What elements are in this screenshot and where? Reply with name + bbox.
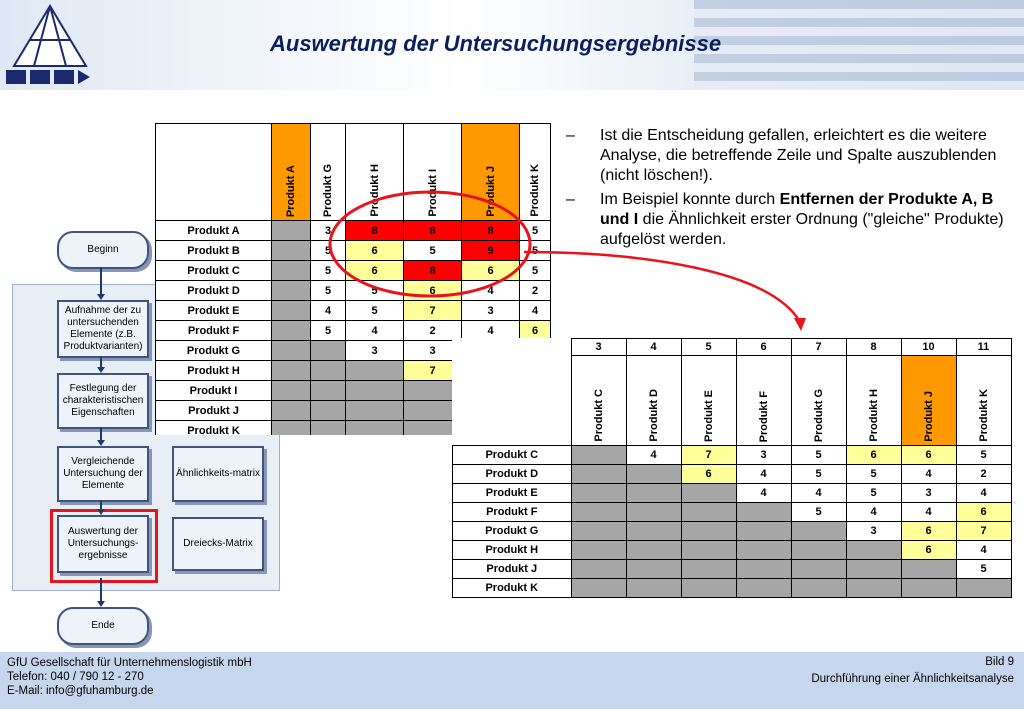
matrix2-col-number: 3 bbox=[571, 339, 626, 356]
matrix1-row-header: Produkt E bbox=[156, 301, 272, 321]
dash-icon: – bbox=[566, 191, 575, 208]
matrix1-row-header: Produkt D bbox=[156, 281, 272, 301]
matrix2-cell: 3 bbox=[901, 484, 956, 503]
matrix1-cell: 5 bbox=[311, 261, 346, 281]
matrix2-row-header: Produkt D bbox=[453, 465, 572, 484]
matrix2-cell: 6 bbox=[901, 541, 956, 560]
matrix2-cell: 4 bbox=[901, 503, 956, 522]
flow-step-festlegung: Festlegung der charakteristischen Eigenschaften bbox=[57, 373, 149, 429]
matrix1-col-header: Produkt G bbox=[311, 124, 346, 221]
matrix1-cell: 3 bbox=[346, 341, 404, 361]
matrix1-col-header: Produkt K bbox=[520, 124, 551, 221]
matrix2-col-header: Produkt H bbox=[846, 356, 901, 446]
matrix2-row-header: Produkt F bbox=[453, 503, 572, 522]
matrix1-col-header: Produkt I bbox=[404, 124, 462, 221]
matrix2-col-number: 10 bbox=[901, 339, 956, 356]
matrix2-row-header: Produkt E bbox=[453, 484, 572, 503]
flow-begin: Beginn bbox=[57, 231, 149, 269]
matrix2-cell: 7 bbox=[681, 446, 736, 465]
matrix1-row-header: Produkt I bbox=[156, 381, 272, 401]
matrix1-cell: 5 bbox=[311, 241, 346, 261]
footer-subtitle: Durchführung einer Ähnlichkeitsanalyse bbox=[811, 673, 1014, 685]
flow-step-auswertung: Auswertung der Untersuchungs-ergebnisse bbox=[57, 515, 149, 573]
footer-slide-number: Bild 9 bbox=[985, 656, 1014, 668]
matrix2-cell: 6 bbox=[681, 465, 736, 484]
bullet-item: – Im Beispiel konnte durch Entfernen der Produkte A, B und I die Ähnlichkeit erster Ordnung ("gleiche" Produkte) aufgelöst werden. bbox=[566, 191, 1004, 248]
annotation-arrow-line bbox=[524, 252, 800, 322]
matrix1-cell: 8 bbox=[404, 221, 462, 241]
matrix1-col-header: Produkt H bbox=[346, 124, 404, 221]
matrix1-cell: 6 bbox=[404, 281, 462, 301]
matrix2-cell: 5 bbox=[846, 484, 901, 503]
matrix2-cell: 6 bbox=[901, 522, 956, 541]
matrix2-cell: 5 bbox=[791, 465, 846, 484]
dash-icon: – bbox=[566, 127, 575, 144]
matrix2-col-header: Produkt D bbox=[626, 356, 681, 446]
matrix1-cell: 6 bbox=[346, 261, 404, 281]
matrix2-col-header: Produkt J bbox=[901, 356, 956, 446]
matrix1-cell: 9 bbox=[462, 241, 520, 261]
matrix2-cell: 5 bbox=[791, 503, 846, 522]
matrix2-col-number: 7 bbox=[791, 339, 846, 356]
matrix1-cell: 7 bbox=[404, 361, 462, 381]
matrix2-cell: 5 bbox=[956, 446, 1011, 465]
matrix1-col-header: Produkt A bbox=[272, 124, 311, 221]
page-title: Auswertung der Untersuchungsergebnisse bbox=[270, 31, 722, 56]
matrix2-cell: 7 bbox=[956, 522, 1011, 541]
matrix2-col-header: Produkt F bbox=[736, 356, 791, 446]
matrix1-cell: 5 bbox=[311, 281, 346, 301]
matrix1-row-header: Produkt B bbox=[156, 241, 272, 261]
matrix2-cell: 2 bbox=[956, 465, 1011, 484]
matrix2-row-header: Produkt C bbox=[453, 446, 572, 465]
matrix1-cell: 5 bbox=[346, 301, 404, 321]
flow-step-aufnahme: Aufnahme der zu untersuchenden Elemente (z.B. Produktvarianten) bbox=[57, 300, 149, 358]
matrix2-row-header: Produkt K bbox=[453, 579, 572, 598]
matrix2-cell: 4 bbox=[626, 446, 681, 465]
matrix2-col-number: 5 bbox=[681, 339, 736, 356]
matrix2-col-header: Produkt K bbox=[956, 356, 1011, 446]
matrix2-row-header: Produkt G bbox=[453, 522, 572, 541]
matrix2-col-header: Produkt G bbox=[791, 356, 846, 446]
annotation-arrow-icon bbox=[794, 318, 806, 331]
matrix1-cell: 5 bbox=[404, 241, 462, 261]
matrix2-cell: 4 bbox=[956, 541, 1011, 560]
matrix2-col-number: 4 bbox=[626, 339, 681, 356]
flow-side-aehnlichkeitsmatrix: Ähnlichkeits-matrix bbox=[172, 446, 264, 502]
matrix1-cell: 4 bbox=[462, 281, 520, 301]
matrix1-cell: 4 bbox=[346, 321, 404, 341]
footer-phone: Telefon: 040 / 790 12 - 270 bbox=[7, 671, 144, 683]
matrix2-cell: 4 bbox=[846, 503, 901, 522]
matrix2-col-number: 6 bbox=[736, 339, 791, 356]
matrix1-cell: 5 bbox=[520, 221, 551, 241]
highlight-circle bbox=[330, 192, 530, 296]
matrix1-cell: 8 bbox=[404, 261, 462, 281]
matrix2-cell: 6 bbox=[846, 446, 901, 465]
matrix2-col-header: Produkt E bbox=[681, 356, 736, 446]
matrix2-cell: 4 bbox=[736, 465, 791, 484]
footer-bar bbox=[0, 652, 1024, 709]
bullet-list bbox=[560, 126, 1010, 254]
flow-step-vergleich: Vergleichende Untersuchung der Elemente bbox=[57, 446, 149, 502]
matrix2-row-header: Produkt H bbox=[453, 541, 572, 560]
matrix2-cell: 4 bbox=[736, 484, 791, 503]
matrix2-cell: 4 bbox=[791, 484, 846, 503]
footer-company: GfU Gesellschaft für Unternehmenslogistik mbH bbox=[7, 657, 252, 669]
matrix1-cell: 4 bbox=[311, 301, 346, 321]
matrix2-cell: 4 bbox=[901, 465, 956, 484]
bullet-item: – Ist die Entscheidung gefallen, erleichtert es die weitere Analyse, die betreffende Zeile und Spalte auszublenden (nicht löschen!). bbox=[566, 127, 997, 184]
matrix1-cell: 8 bbox=[346, 221, 404, 241]
matrix2-cell: 5 bbox=[956, 560, 1011, 579]
matrix2-cell: 4 bbox=[956, 484, 1011, 503]
matrix1-row-header: Produkt K bbox=[156, 421, 272, 436]
matrix1-cell: 2 bbox=[404, 321, 462, 341]
matrix1-cell: 6 bbox=[520, 321, 551, 341]
matrix2-cell: 6 bbox=[956, 503, 1011, 522]
matrix2-row-header: Produkt J bbox=[453, 560, 572, 579]
matrix1-cell: 3 bbox=[462, 301, 520, 321]
matrix1-cell: 6 bbox=[346, 241, 404, 261]
matrix1-cell: 5 bbox=[311, 321, 346, 341]
matrix1-row-header: Produkt C bbox=[156, 261, 272, 281]
flow-end: Ende bbox=[57, 607, 149, 645]
matrix2-cell: 3 bbox=[846, 522, 901, 541]
matrix1-cell: 6 bbox=[462, 261, 520, 281]
matrix2-cell: 5 bbox=[846, 465, 901, 484]
matrix2-col-number: 8 bbox=[846, 339, 901, 356]
matrix2-cell: 5 bbox=[791, 446, 846, 465]
matrix1-cell: 3 bbox=[311, 221, 346, 241]
matrix1-cell: 4 bbox=[520, 301, 551, 321]
matrix2-cell: 3 bbox=[736, 446, 791, 465]
matrix1-cell: 2 bbox=[520, 281, 551, 301]
matrix1-cell: 8 bbox=[462, 221, 520, 241]
matrix1-cell: 7 bbox=[404, 301, 462, 321]
matrix1-cell: 3 bbox=[404, 341, 462, 361]
flow-side-dreiecksmatrix: Dreiecks-Matrix bbox=[172, 517, 264, 571]
matrix2-col-header: Produkt C bbox=[571, 356, 626, 446]
matrix1-row-header: Produkt F bbox=[156, 321, 272, 341]
matrix2-cell: 6 bbox=[901, 446, 956, 465]
matrix1-cell: 5 bbox=[520, 261, 551, 281]
matrix1-col-header: Produkt J bbox=[462, 124, 520, 221]
matrix1-row-header: Produkt J bbox=[156, 401, 272, 421]
matrix1-cell: 5 bbox=[520, 241, 551, 261]
matrix1-row-header: Produkt G bbox=[156, 341, 272, 361]
matrix2-col-number: 11 bbox=[956, 339, 1011, 356]
footer-email: E-Mail: info@gfuhamburg.de bbox=[7, 685, 154, 697]
matrix1-cell: 4 bbox=[462, 321, 520, 341]
matrix1-row-header: Produkt A bbox=[156, 221, 272, 241]
matrix1-row-header: Produkt H bbox=[156, 361, 272, 381]
matrix1-cell: 5 bbox=[346, 281, 404, 301]
